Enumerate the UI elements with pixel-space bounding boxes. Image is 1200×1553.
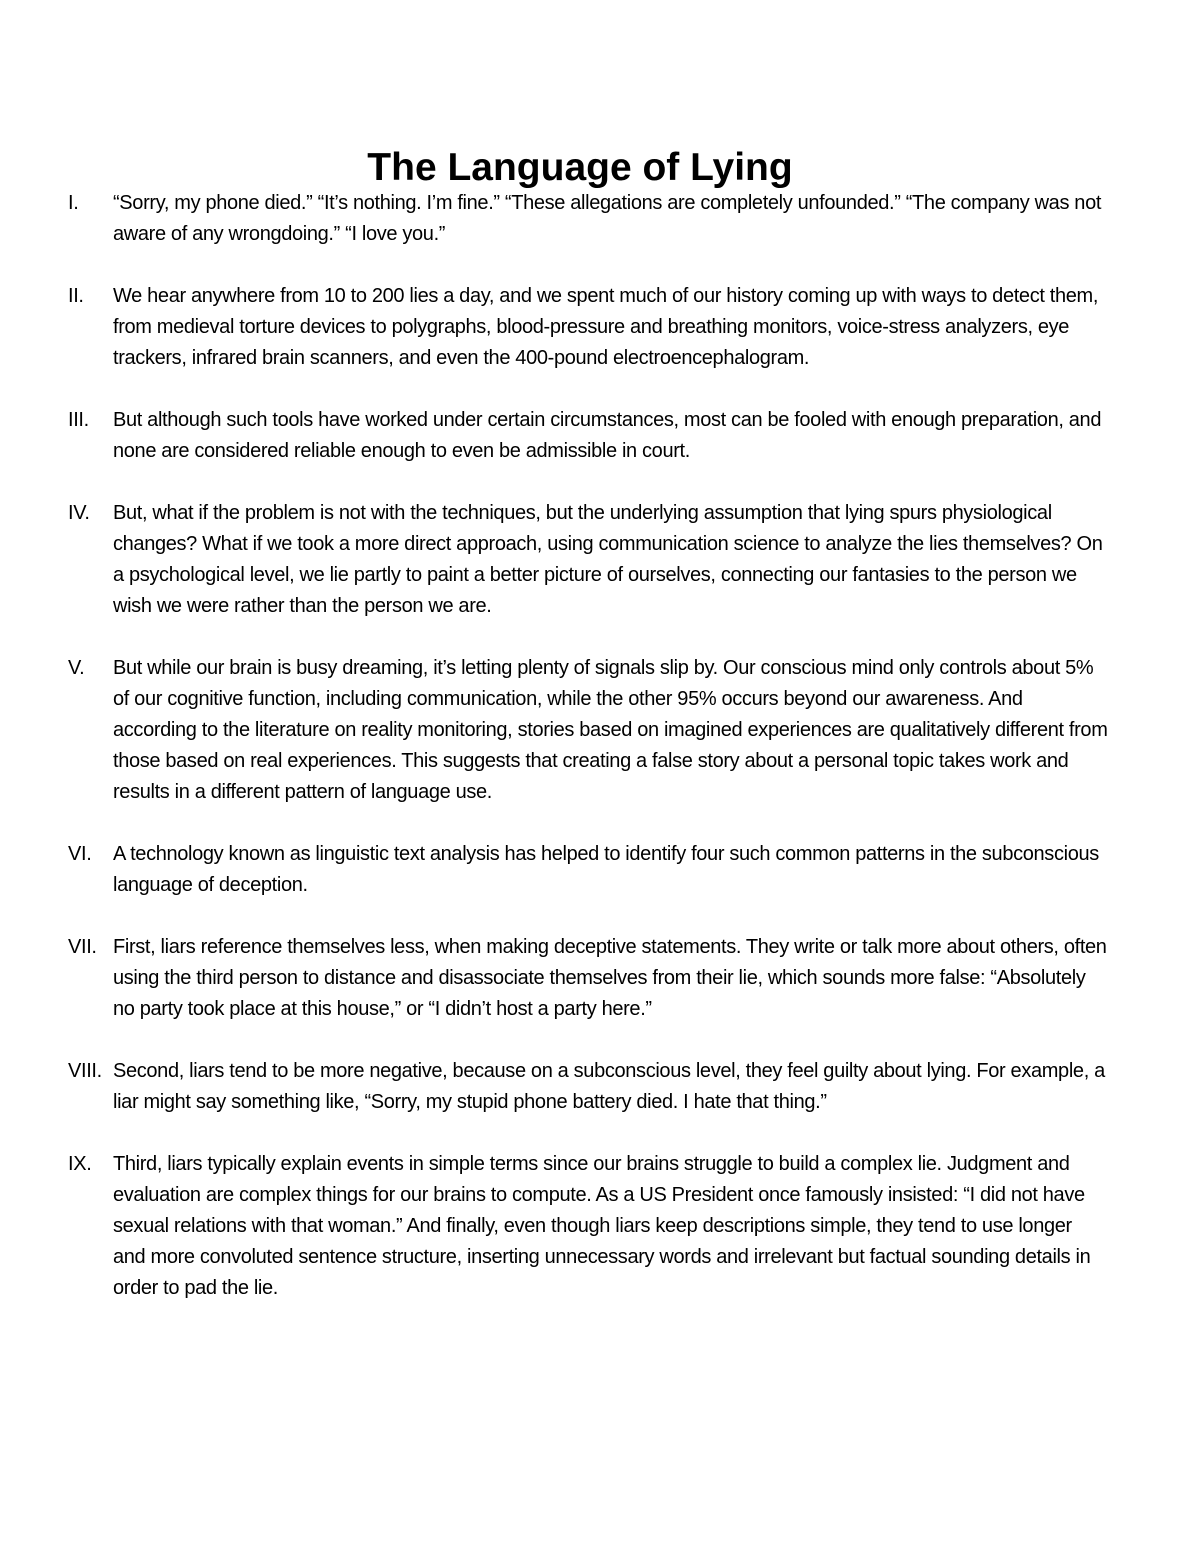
list-item bbox=[68, 839, 1108, 901]
list-item-text: But while our brain is busy dreaming, it’s letting plenty of signals slip by. Our conscious mind only controls about 5% of our cognitive function, including communication, while the other 95% occurs beyond our awareness. And according to the literature on reality monitoring, stories based on imagined experiences are qualitatively different from those based on real experiences. This suggests that creating a false story about a personal topic takes work and results in a different pattern of language use. bbox=[113, 657, 1108, 803]
list-item-text: A technology known as linguistic text analysis has helped to identify four such common patterns in the subconscious language of deception. bbox=[113, 843, 1099, 896]
list-item-text: But, what if the problem is not with the techniques, but the underlying assumption that lying spurs physiological changes? What if we took a more direct approach, using communication science to analyze the lies themselves? On a psychological level, we lie partly to paint a better picture of ourselves, connecting our fantasies to the person we wish we were rather than the person we are. bbox=[113, 502, 1103, 617]
list-item bbox=[68, 405, 1108, 467]
list-item bbox=[68, 1056, 1108, 1118]
list-item-text: We hear anywhere from 10 to 200 lies a day, and we spent much of our history coming up with ways to detect them, from medieval torture devices to polygraphs, blood-pressure and breathing monitors, voice-stress analyzers, eye trackers, infrared brain scanners, and even the 400-pound electroencephalogram. bbox=[113, 285, 1099, 369]
list-item-text: Second, liars tend to be more negative, because on a subconscious level, they feel guilty about lying. For example, a liar might say something like, “Sorry, my stupid phone battery died. I hate that thing.” bbox=[113, 1060, 1105, 1113]
list-item-numeral: III. bbox=[68, 409, 89, 431]
list-item-numeral: VII. bbox=[68, 936, 97, 958]
list-item-text: First, liars reference themselves less, when making deceptive statements. They write or talk more about others, often using the third person to distance and disassociate themselves from their lie, which sounds more false: “Absolutely no party took place at this house,” or “I didn’t host a party here.” bbox=[113, 936, 1107, 1020]
list-item-numeral: VI. bbox=[68, 843, 92, 865]
list-item-numeral: VIII. bbox=[68, 1060, 102, 1082]
list-item bbox=[68, 188, 1108, 250]
list-item-numeral: I. bbox=[68, 192, 79, 214]
list-item-numeral: II. bbox=[68, 285, 84, 307]
list-item bbox=[68, 1149, 1108, 1304]
list-item-text: Third, liars typically explain events in simple terms since our brains struggle to build a complex lie. Judgment and evaluation are complex things for our brains to compute. As a US President once famously insisted: “I did not have sexual relations with that woman.” And finally, even though liars keep descriptions simple, they tend to use longer and more convoluted sentence structure, inserting unnecessary words and irrelevant but factual sounding details in order to pad the lie. bbox=[113, 1153, 1091, 1299]
list-item-numeral: IX. bbox=[68, 1153, 92, 1175]
numbered-list bbox=[68, 188, 1108, 1335]
list-item bbox=[68, 932, 1108, 1025]
list-item bbox=[68, 498, 1108, 622]
list-item-numeral: IV. bbox=[68, 502, 90, 524]
list-item-text: But although such tools have worked under certain circumstances, most can be fooled with enough preparation, and none are considered reliable enough to even be admissible in court. bbox=[113, 409, 1102, 462]
page-title: The Language of Lying bbox=[367, 146, 793, 190]
list-item-text: “Sorry, my phone died.” “It’s nothing. I’m fine.” “These allegations are completely unfounded.” “The company was not aware of any wrongdoing.” “I love you.” bbox=[113, 192, 1102, 245]
list-item bbox=[68, 653, 1108, 808]
list-item-numeral: V. bbox=[68, 657, 85, 679]
list-item bbox=[68, 281, 1108, 374]
